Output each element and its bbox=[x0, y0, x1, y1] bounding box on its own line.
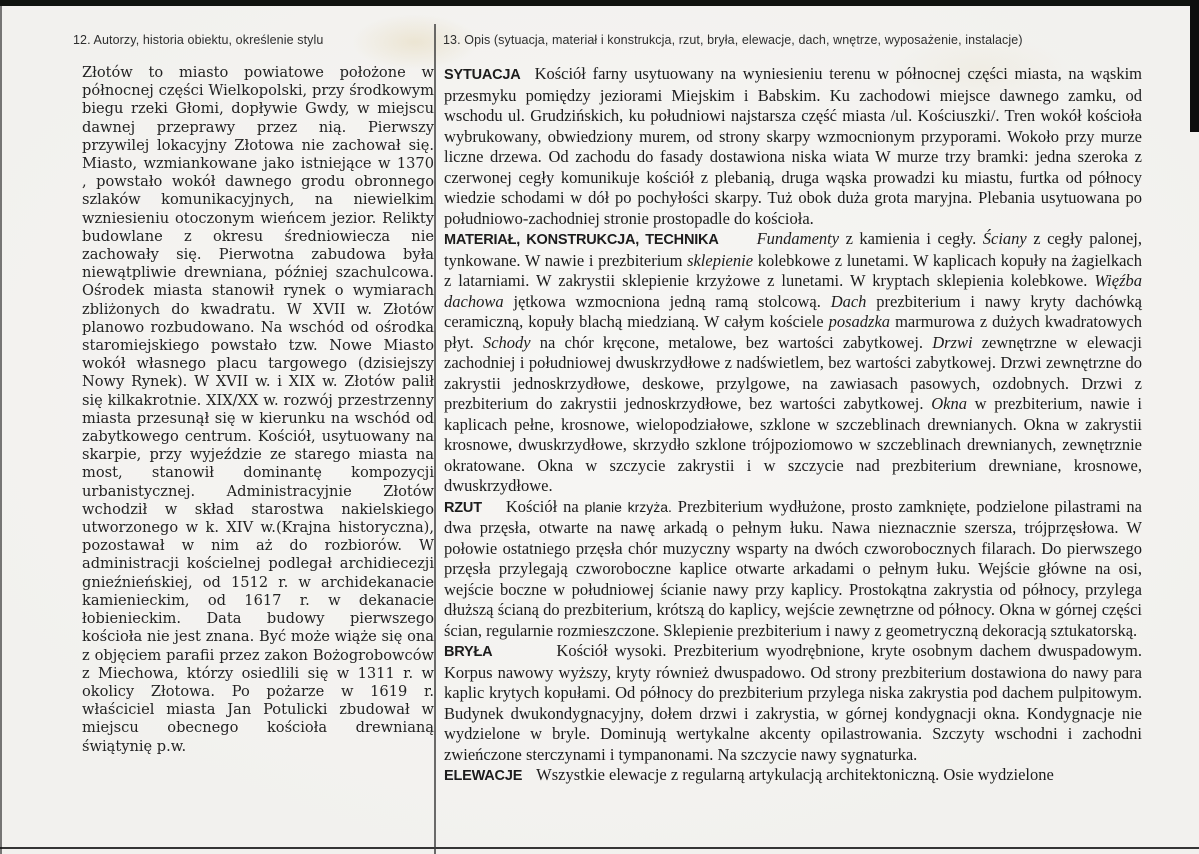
field-13-header: 13. Opis (sytuacja, materiał i konstrukcja, rzut, bryła, elewacje, dach, wnętrze, wyposażenie, instalacje) bbox=[443, 33, 1023, 47]
section-elewacje bbox=[444, 765, 1142, 787]
scan-edge-left bbox=[0, 6, 2, 854]
section-material-konstrukcja-technika bbox=[444, 229, 1142, 497]
section-material-label: MATERIAŁ, KONSTRUKCJA, TECHNIKA bbox=[444, 232, 719, 248]
field-12-header: 12. Autorzy, historia obiektu, określenie stylu bbox=[73, 33, 324, 47]
section-elewacje-label: ELEWACJE bbox=[444, 768, 523, 784]
field-12-body bbox=[82, 64, 434, 756]
section-sytuacja bbox=[444, 64, 1142, 229]
section-rzut-text: Kościół na planie krzyża. Prezbiterium wydłużone, prosto zamknięte, podzielone pilastrami na dwa przęsła, otwarte na nawę arkadą o pełnym łuku. Nawa nieznacznie szersza, trójprzęsłowa. W połowie ostatniego przęsła chór muzyczny wsparty na dwóch czworobocznych filarach. Do pierwszego przęsła przylegają czworoboczne kaplice otwarte arkadami o pełnym łuku. Wejście główne na osi, wejście boczne w południowej ścianie nawy przy kaplicy. Prostokątna zakrystia od północy, przylega dłuższą ścianą do prezbiterium, krótszą do kaplicy, wejście zewnętrzne od północy. Okna w górnej części ścian, regularnie rozmieszczone. Sklepienie prezbiterium i nawy z geometryczną dekoracją sztukatorską. bbox=[444, 496, 1142, 640]
section-rzut-label: RZUT bbox=[444, 499, 482, 516]
scan-edge-bottom bbox=[0, 847, 1199, 849]
scan-edge-right bbox=[1190, 0, 1199, 132]
column-divider-line bbox=[434, 24, 436, 854]
section-elewacje-text: Wszystkie elewacje z regularną artykulacją architektoniczną. Osie wydzielone bbox=[536, 765, 1054, 784]
section-bryla-text: Kościół wysoki. Prezbiterium wyodrębnione, kryte osobnym dachem dwuspadowym. Korpus nawowy wyższy, kryty również dwuspadowo. Od strony prezbiterium dostawiona do nawy para kaplic krytych kopułami. Od północy do prezbiterium przylega niska zakrystia pod dachem pulpitowym. Budynek dwukondygnacyjny, dołem drzwi i zakrystia, w górnej kondygnacji okna. Kondygnacje nie wydzielone w bryle. Dominują wertykalne akcenty opilastrowania. Szczyty wschodni i zachodni zwieńczone sterczynami i tympanonami. Na szczycie nawy sygnaturka. bbox=[444, 641, 1142, 764]
scan-edge-top bbox=[0, 0, 1199, 6]
history-paragraph: Złotów to miasto powiatowe położone w północnej części Wielkopolski, przy środkowym biegu rzeki Głomi, dopływie Gwdy, w miejscu dawnej przeprawy przez nią. Pierwszy przywilej lokacyjny Złotowa nie zachował się. Miasto, wzmiankowane jako istniejące w 1370 , powstało wokół dawnego grodu obronnego szlaków komunikacyjnych, na niewielkim wzniesieniu otoczonym wieńcem jezior. Relikty budowlane z okresu średniowiecza nie zachowały się. Pierwotna zabudowa była niewątpliwie drewniana, później szachulcowa. Ośrodek miasta stanowił rynek o wymiarach zbliżonych do kwadratu. W XVII w. Złotów planowo rozbudowano. Na wschód od ośrodka staromiejskiego powstało tzw. Nowe Miasto wokół własnego placu targowego (dzisiejszy Nowy Rynek). W XVII w. i XIX w. Złotów palił się kilkakrotnie. XIX/XX w. rozwój przestrzenny miasta przesunął się w kierunku na wschód od zabytkowego centrum. Kościół, usytuowany na skarpie, przy wyjeździe ze starego miasta na most, stanowił dominantę kompozycji urbanistycznej. Administracyjnie Złotów wchodził w skład starostwa nakielskiego utworzonego w k. XIV w.(Krajna historyczna), pozostawał w nim aż do rozbiorów. W administracji kościelnej podlegał archidiecezji gnieźnieńskiej, od 1512 r. w archidekanacie kamienieckim, od 1617 r. w dekanacie łobienieckim. Data budowy pierwszego kościoła nie jest znana. Być może wiąże się ona z objęciem parafii przez zakon Bożogrobowców z Miechowa, którzy osiedlili się w 1311 r. w okolicy Złotowa. Po pożarze w 1619 r. właściciel miasta Jan Potulicki zbudował w miejscu obecnego kościoła drewnianą świątynię p.w. bbox=[82, 64, 434, 755]
section-sytuacja-text: Kościół farny usytuowany na wyniesieniu terenu w północnej części miasta, na wąskim przesmyku pomiędzy jeziorami Miejskim i Babskim. Ku zachodowi miejsce dawnego zamku, od wschodu ul. Grudzińskich, ku południowi najstarsza część miasta /ul. Kościuszki/. Tren wokół kościoła wybrukowany, obwiedziony murem, od strony skarpy wzmocnionym przyporami. Wokoło przy murze liczne drzewa. Od zachodu do fasady dostawiona niska wiata W murze trzy bramki: jedna szeroka z czerwonej cegły komunikuje kościół z plebanią, druga wąska prowadzi ku miastu, furtka od północy wiedzie schodami w dół po pochyłości skarpy. Tuż obok duża grota maryjna. Plebania usytuowana po południowo-zachodniej stronie prostopadle do kościoła. bbox=[444, 64, 1142, 228]
section-material-text: Fundamenty z kamienia i cegły. Ściany z cegły palonej, tynkowane. W nawie i prezbiterium sklepienie kolebkowe z lunetami. W kaplicach kopuły na żagielkach z latarniami. W zakrystii sklepienie krzyżowe z lunetami. W kryptach sklepienia kolebkowe. Więźba dachowa jętkowa wzmocniona jedną ramą stolcową. Dach prezbiterium i nawy kryty dachówką ceramiczną, kopuły blachą miedzianą. W całym kościele posadzka marmurowa z dużych kwadratowych płyt. Schody na chór kręcone, metalowe, bez wartości zabytkowej. Drzwi zewnętrzne w elewacji zachodniej i południowej dwuskrzydłowe z nadświetlem, bez wartości zabytkowej. Drzwi zewnętrzne do zakrystii jednoskrzydłowe, deskowe, przylgowe, na zawiasach pasowych, ozdobnych. Drzwi z prezbiterium do zakrystii jednoskrzydłowe, bez wartości zabytkowej. Okna w prezbiterium, nawie i kaplicach pełne, krosnowe, wielopodziałowe, szklone w szczeblinach drewnianych. Okna w zakrystii krosnowe, dwuskrzydłowe, skrzydło szklone trójpoziomowo w szczeblinach drewnianych, zewnętrznie okratowane. Okna w szczycie zakrystii i w szczycie nad prezbiterium drewniane, krosnowe, dwuskrzydłowe. bbox=[444, 229, 1142, 495]
section-sytuacja-label: SYTUACJA bbox=[444, 67, 521, 83]
section-bryla bbox=[444, 641, 1142, 765]
section-rzut bbox=[444, 497, 1142, 642]
field-13-body bbox=[444, 64, 1142, 787]
section-bryla-label: BRYŁA bbox=[444, 644, 493, 660]
